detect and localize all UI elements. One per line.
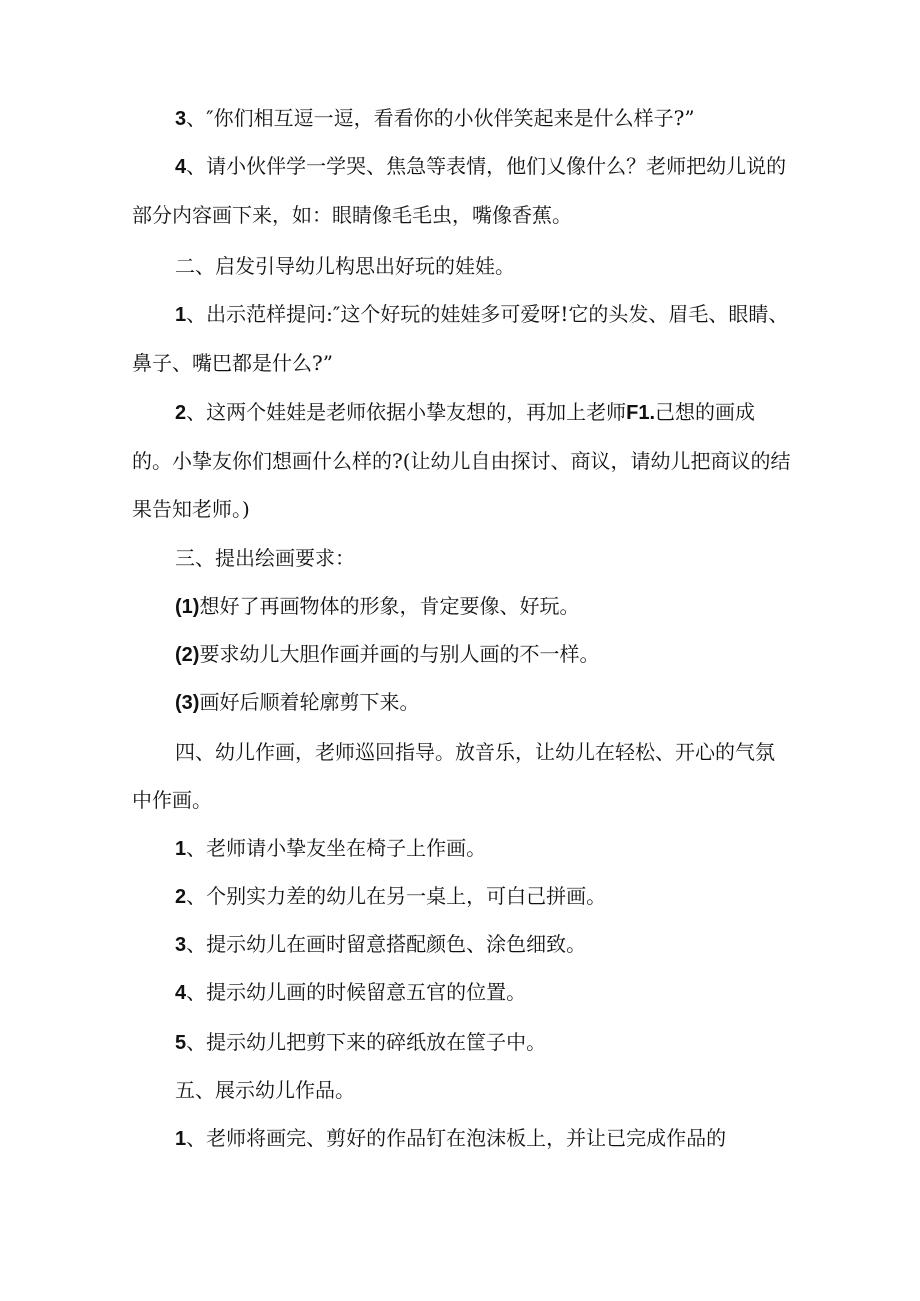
paragraph <box>132 582 792 631</box>
paragraph-text: 五、展示幼儿作品。 <box>175 1078 355 1102</box>
item-number: 1 <box>175 1128 187 1150</box>
paragraph <box>132 824 792 873</box>
item-number: 1 <box>175 838 187 860</box>
item-number: (2) <box>175 644 200 666</box>
paragraph-text: 、这两个娃娃是老师依据小挚友想的，再加上老师 <box>186 400 627 424</box>
item-number: 4 <box>175 982 187 1004</box>
paragraph <box>132 968 792 1017</box>
item-number: 3 <box>175 934 187 956</box>
paragraph <box>132 630 792 679</box>
item-number: 5 <box>175 1032 187 1054</box>
paragraph <box>132 920 792 969</box>
paragraph <box>132 142 792 239</box>
paragraph-text: 、出示范样提问:″这个好玩的娃娃多可爱呀!它的头发、眉毛、眼睛、鼻子、嘴巴都是什么?” <box>132 302 789 375</box>
paragraph <box>132 1018 792 1067</box>
paragraph-text: 、提示幼儿把剪下来的碎纸放在筐子中。 <box>186 1030 547 1054</box>
paragraph <box>132 678 792 727</box>
paragraph-text: 、请小伙伴学一学哭、焦急等表情，他们乂像什么？老师把幼儿说的部分内容画下来，如：眼睛像毛毛虫，嘴像香蕉。 <box>132 154 787 227</box>
paragraph <box>132 872 792 921</box>
section-heading <box>132 1066 792 1114</box>
paragraph <box>132 94 792 143</box>
paragraph-text: 、个别实力差的幼儿在另一桌上，可白己拼画。 <box>186 884 607 908</box>
paragraph-text: 、老师请小挚友坐在椅子上作画。 <box>186 836 487 860</box>
paragraph-text: 二、启发引导幼儿构思出好玩的娃娃。 <box>175 254 515 278</box>
paragraph <box>132 1114 792 1163</box>
paragraph-text: 、″你们相互逗一逗，看看你的小伙伴笑起来是什么样子?” <box>186 106 695 130</box>
paragraph-text: 己想的画成的。小挚友你们想画什么样的?(让幼儿自由探讨、商议，请幼儿把商议的结果告知老师。) <box>132 400 791 521</box>
item-number: 3 <box>175 108 187 130</box>
paragraph-text: 三、提出绘画要求： <box>175 546 355 570</box>
paragraph-text: 、提示幼儿画的时候留意五官的位置。 <box>186 980 527 1004</box>
paragraph-text: 、老师将画完、剪好的作品钉在泡沫板上，并让已完成作品的 <box>186 1126 727 1150</box>
paragraph <box>132 388 792 533</box>
section-heading <box>132 728 792 824</box>
item-number: 2 <box>175 886 187 908</box>
paragraph-text: 、提示幼儿在画时留意搭配颜色、涂色细致。 <box>186 932 587 956</box>
paragraph-text: 四、幼儿作画，老师巡回指导。放音乐，让幼儿在轻松、开心的气氛中作画。 <box>132 740 775 812</box>
paragraph <box>132 290 792 387</box>
item-number: 1 <box>175 304 187 326</box>
section-heading <box>132 242 792 290</box>
bold-fragment: F1. <box>626 402 656 424</box>
item-number: (1) <box>175 596 200 618</box>
item-number: 2 <box>175 402 187 424</box>
paragraph-text: 想好了再画物体的形象，肯定要像、好玩。 <box>199 594 580 618</box>
section-heading <box>132 534 792 582</box>
paragraph-text: 画好后顺着轮廓剪下来。 <box>199 690 420 714</box>
item-number: 4 <box>175 156 187 178</box>
item-number: (3) <box>175 692 200 714</box>
paragraph-text: 要求幼儿大胆作画并画的与别人画的不一样。 <box>199 642 600 666</box>
